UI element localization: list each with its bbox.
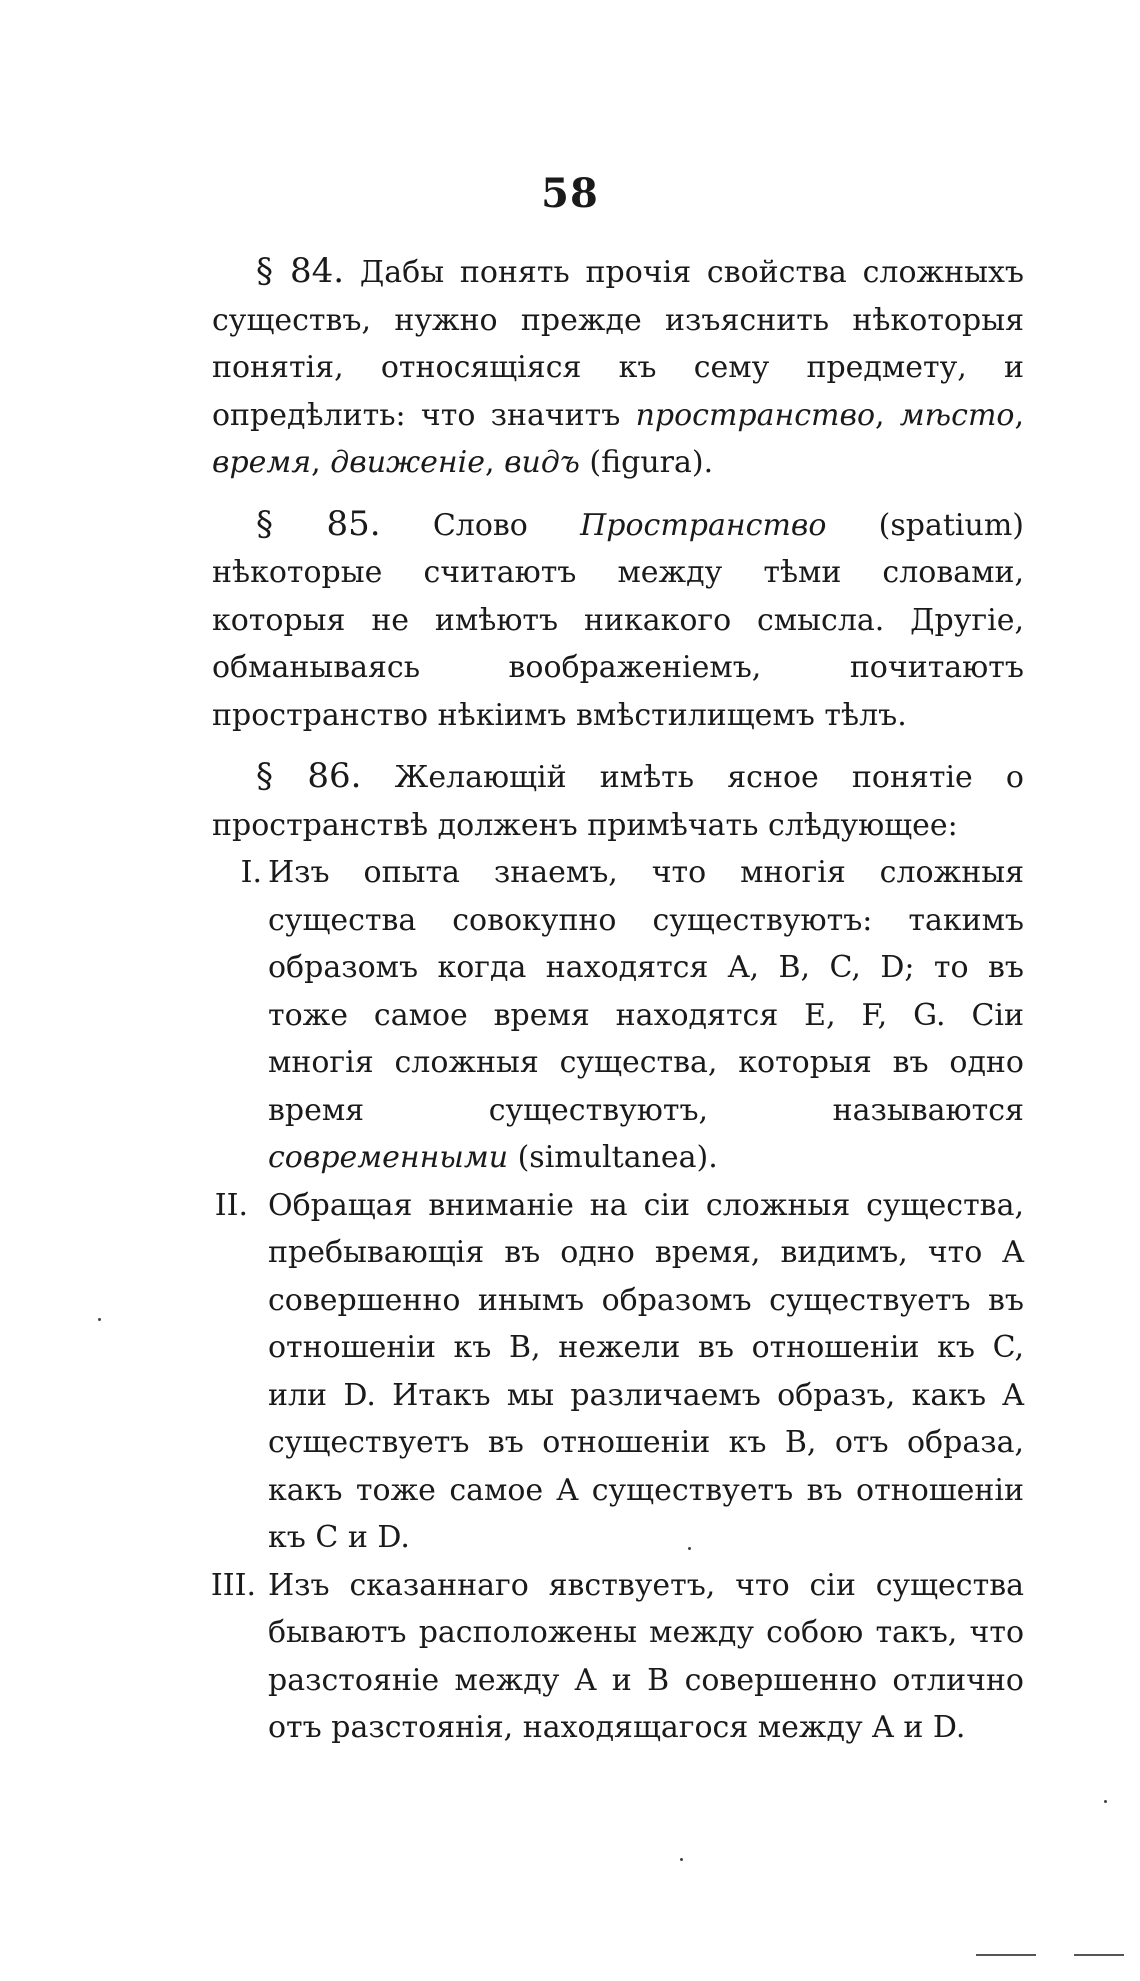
page-number: 58 (541, 170, 599, 217)
list-item-1-text-1: Изъ опыта знаемъ, что многія сложныя существа совокупно существуютъ: такимъ образомъ когда находятся A, B, C, D; то въ тоже самое время находятся E, F, G. Сіи многія сложныя существа, которыя въ одно время существуютъ, называются (268, 855, 1024, 1128)
separator: , (875, 397, 900, 433)
separator: , (485, 445, 505, 480)
paragraph-86-text-1: Желающій имѣть ясное понятіе о пространствѣ долженъ примѣчать слѣдующее: (212, 760, 1024, 843)
section-mark-85: § 85. (256, 503, 381, 544)
paragraph-84 (212, 248, 1024, 487)
separator: , (311, 445, 331, 480)
term-space: пространство (635, 397, 876, 433)
list-item-1 (212, 849, 1024, 1182)
list-number-1: I. (240, 855, 262, 890)
list-item-1-text-2: (simultanea). (508, 1140, 718, 1175)
section-mark-84: § 84. (256, 251, 345, 291)
edge-mark (976, 1954, 1036, 1956)
paper-speck (1104, 1800, 1107, 1803)
term-place: мѣсто (899, 397, 1015, 433)
term-time: время (212, 445, 312, 480)
list-item-3 (212, 1562, 1024, 1752)
paragraph-84-text-1: Дабы понять прочія свойства сложныхъ существъ, нужно прежде изъяснить нѣкоторыя понятія, относящіяся къ сему предмету, и опредѣлить: что значитъ (212, 255, 1024, 433)
term-figure: видъ (504, 445, 580, 480)
section-mark-86: § 86. (256, 756, 362, 796)
separator: , (1014, 397, 1024, 433)
term-space-capitalized: Пространство (580, 507, 827, 543)
paragraph-86 (212, 753, 1024, 849)
page-body (212, 248, 1024, 1752)
paper-speck (688, 1547, 691, 1550)
term-motion: движеніе (330, 445, 485, 480)
paper-speck (680, 1858, 683, 1861)
paragraph-84-text-2: (figura). (579, 445, 714, 480)
edge-mark (1074, 1954, 1124, 1956)
paper-speck (98, 1318, 101, 1321)
paragraph-85-text-1: Слово (380, 507, 581, 543)
list-item-2-text: Обращая вниманіе на сіи сложныя существа, пребывающія въ одно время, видимъ, что A совершенно инымъ образомъ существуетъ въ отношеніи къ B, нежели въ отношеніи къ C, или D. Итакъ мы различаемъ образъ, какъ A существуетъ въ отношеніи къ B, отъ образа, какъ тоже самое A существуетъ въ отношеніи къ C и D. (268, 1187, 1024, 1555)
list-item-2 (212, 1182, 1024, 1562)
paragraph-85 (212, 501, 1024, 740)
list-item-3-text: Изъ сказаннаго явствуетъ, что сіи существа бываютъ расположены между собою такъ, что разстояніе между A и B совершенно отлично отъ разстоянія, находящагося между A и D. (268, 1567, 1024, 1745)
term-simultaneous: современными (268, 1140, 509, 1175)
paragraph-85-text-2: (spatium) нѣкоторые считаютъ между тѣми словами, которыя не имѣютъ никакого смысла. Другіе, обманываясь воображеніемъ, почитаютъ пространство нѣкіимъ вмѣстилищемъ тѣлъ. (212, 507, 1024, 733)
list-number-2: II. (214, 1187, 248, 1223)
list-number-3: III. (210, 1567, 256, 1603)
